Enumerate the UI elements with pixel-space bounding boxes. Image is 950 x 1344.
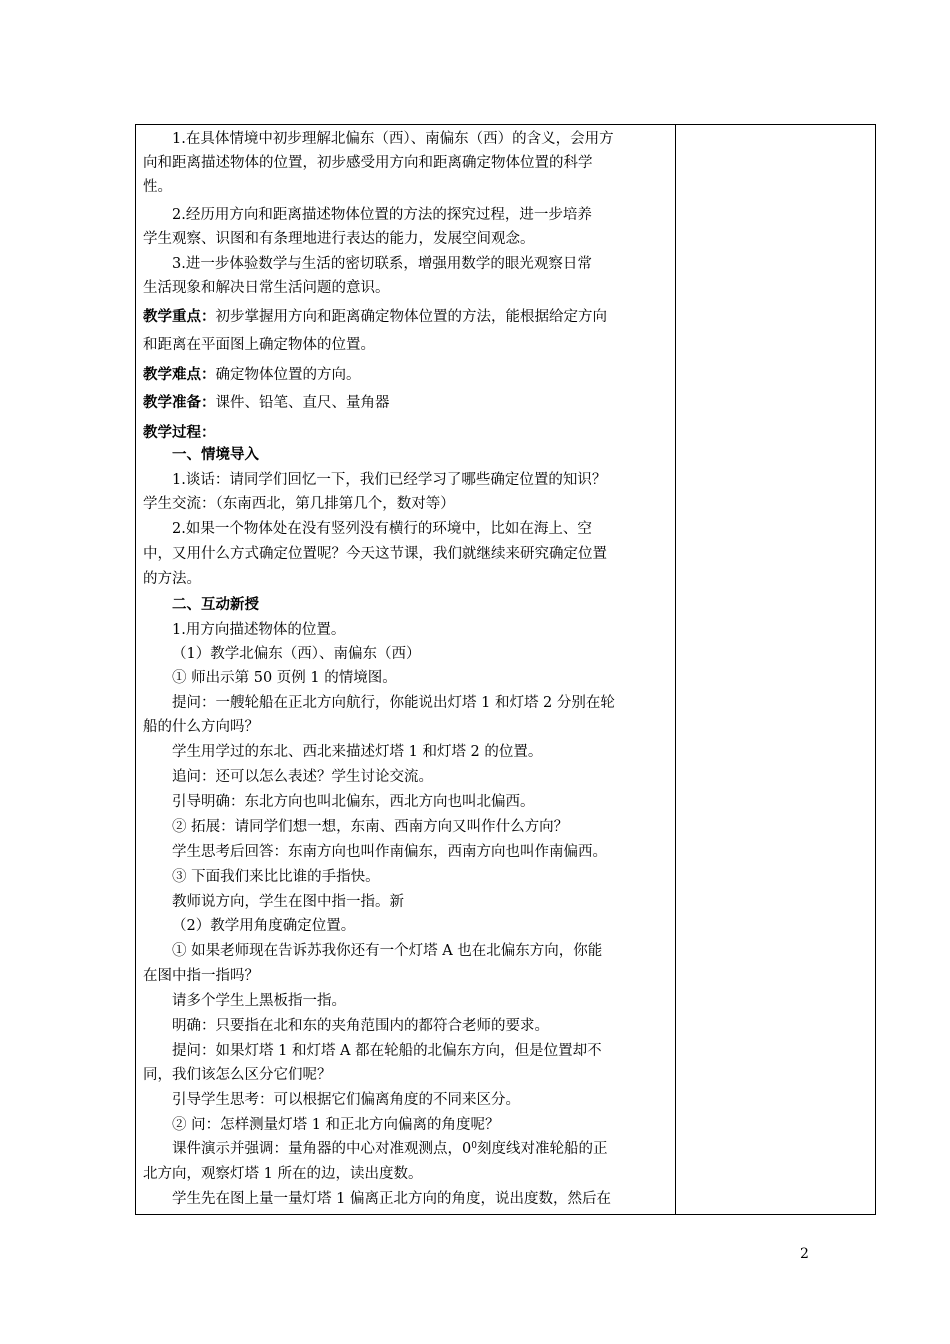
protractor-text-rest: 刻度线对准轮船的正	[476, 1141, 608, 1157]
section2-line: ③ 下面我们来比比谁的手指快。	[172, 869, 380, 885]
objective-line: 2.经历用方向和距离描述物体位置的方法的探究过程，进一步培养	[172, 207, 592, 223]
section2-line: ① 如果老师现在告诉苏我你还有一个灯塔 A 也在北偏东方向，你能	[172, 943, 603, 959]
section2-line: 提问：如果灯塔 1 和灯塔 A 都在轮船的北偏东方向，但是位置却不	[172, 1043, 602, 1059]
objective-line: 1.在具体情境中初步理解北偏东（西）、南偏东（西）的含义，会用方	[172, 131, 614, 147]
section2-line: （2）教学用角度确定位置。	[172, 918, 356, 934]
section2-line: 引导明确：东北方向也叫北偏东，西北方向也叫北偏西。	[172, 794, 535, 810]
objective-line: 向和距离描述物体的位置，初步感受用方向和距离确定物体位置的科学	[143, 155, 593, 171]
page-number: 2	[800, 1246, 809, 1262]
section1-line: 2.如果一个物体处在没有竖列没有横行的环境中，比如在海上、空	[172, 521, 592, 537]
preparation	[143, 394, 390, 412]
section2-line: 北方向，观察灯塔 1 所在的边，读出度数。	[143, 1166, 423, 1182]
section2-line: 学生先在图上量一量灯塔 1 偏离正北方向的角度，说出度数，然后在	[172, 1191, 611, 1207]
section2-line: 引导学生思考：可以根据它们偏离角度的不同来区分。	[172, 1092, 520, 1108]
section2-line: ② 问：怎样测量灯塔 1 和正北方向偏离的角度呢？	[172, 1117, 500, 1133]
section2-line: 船的什么方向吗？	[143, 719, 259, 735]
column-divider	[675, 124, 676, 1215]
section1-line: 1.谈话：请同学们回忆一下，我们已经学习了哪些确定位置的知识？	[172, 472, 607, 488]
section2-line: （1）教学北偏东（西）、南偏东（西）	[172, 646, 421, 662]
section-heading: 二、互动新授	[172, 596, 259, 613]
section2-line	[143, 1140, 607, 1158]
difficulty-label: 教学难点：	[143, 366, 216, 383]
section2-line: 教师说方向，学生在图中指一指。新	[172, 894, 404, 910]
section2-line: 在图中指一指吗？	[143, 968, 259, 984]
key-point	[143, 308, 607, 326]
section2-line: ① 师出示第 50 页例 1 的情境图。	[172, 670, 397, 686]
section1-line: 学生交流：（东南西北，第几排第几个，数对等）	[143, 496, 455, 512]
section2-line: ② 拓展：请同学们想一想，东南、西南方向又叫作什么方向？	[172, 819, 569, 835]
objective-line: 3.进一步体验数学与生活的密切联系，增强用数学的眼光观察日常	[172, 256, 592, 272]
section2-line: 同，我们该怎么区分它们呢？	[143, 1067, 332, 1083]
section2-line: 明确：只要指在北和东的夹角范围内的都符合老师的要求。	[172, 1018, 549, 1034]
difficulty-text: 确定物体位置的方向。	[215, 367, 361, 383]
objective-line: 性。	[143, 179, 172, 195]
section2-line: 提问：一艘轮船在正北方向航行，你能说出灯塔 1 和灯塔 2 分别在轮	[172, 695, 615, 711]
section2-line: 追问：还可以怎么表述？学生讨论交流。	[172, 769, 433, 785]
section1-line: 的方法。	[143, 571, 201, 587]
process-label: 教学过程：	[143, 424, 216, 441]
section-heading: 一、情境导入	[172, 446, 259, 463]
preparation-label: 教学准备：	[143, 394, 216, 411]
objective-line: 学生观察、识图和有条理地进行表达的能力，发展空间观念。	[143, 231, 535, 247]
key-point-text: 初步掌握用方向和距离确定物体位置的方法，能根据给定方向	[215, 309, 607, 325]
section1-line: 中，又用什么方式确定位置呢？今天这节课，我们就继续来研究确定位置	[143, 546, 607, 562]
key-point-text-cont: 和距离在平面图上确定物体的位置。	[143, 337, 375, 353]
degree-zero: 0	[471, 1141, 477, 1151]
section2-line: 学生用学过的东北、西北来描述灯塔 1 和灯塔 2 的位置。	[172, 744, 543, 760]
key-point-label: 教学重点：	[143, 308, 216, 325]
preparation-text: 课件、铅笔、直尺、量角器	[215, 395, 390, 411]
section2-line: 1.用方向描述物体的位置。	[172, 622, 346, 638]
protractor-text: 课件演示并强调：量角器的中心对准观测点，0	[172, 1141, 472, 1157]
section2-line: 请多个学生上黑板指一指。	[172, 993, 346, 1009]
section2-line: 学生思考后回答：东南方向也叫作南偏东，西南方向也叫作南偏西。	[172, 844, 607, 860]
difficulty	[143, 366, 361, 384]
objective-line: 生活现象和解决日常生活问题的意识。	[143, 280, 390, 296]
